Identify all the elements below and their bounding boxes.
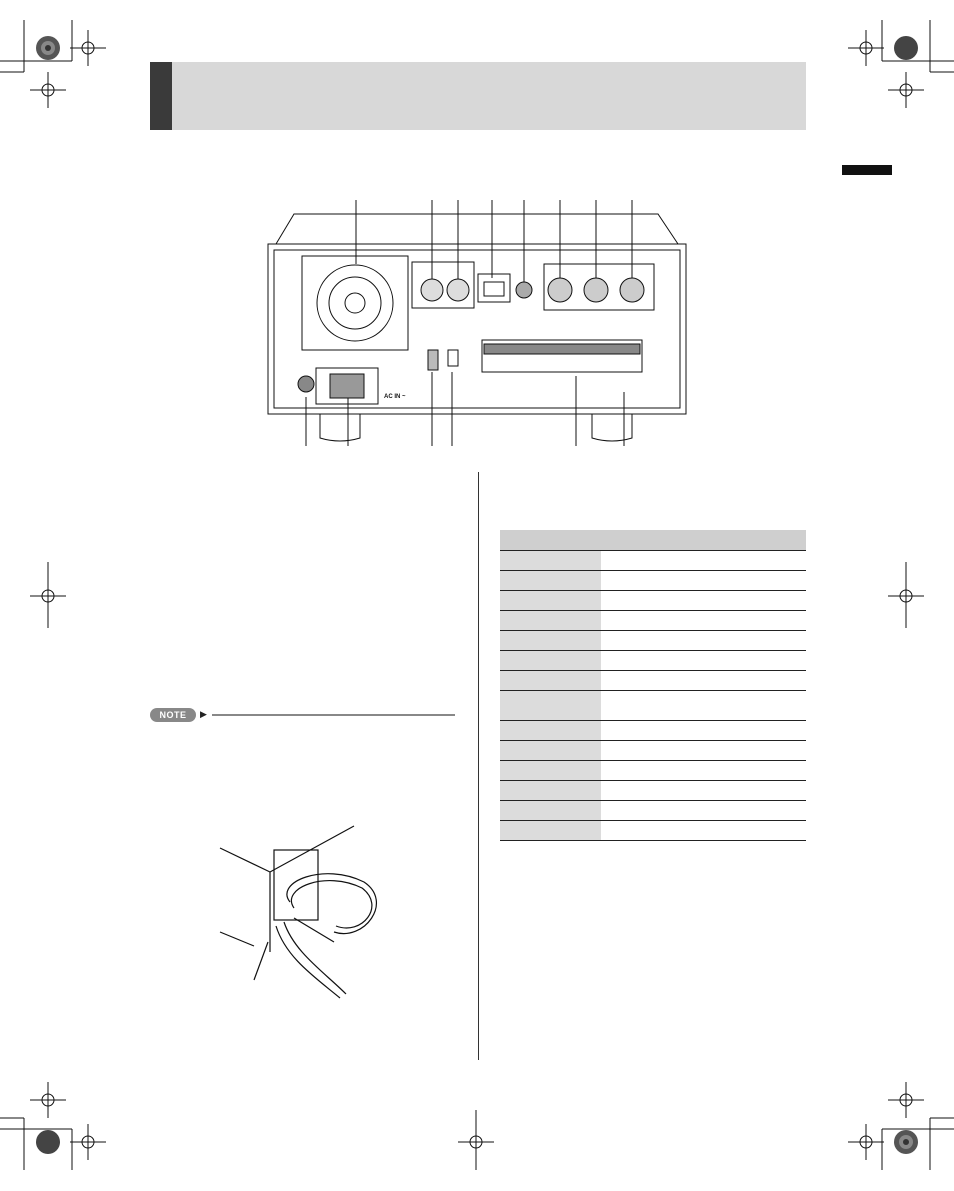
table-row <box>500 650 806 670</box>
table-row <box>500 590 806 610</box>
column-divider <box>478 472 479 1060</box>
table-row <box>500 670 806 690</box>
svg-text:AC IN ~: AC IN ~ <box>384 394 406 400</box>
table-row <box>500 820 806 840</box>
play-arrow-icon: ▶ <box>200 709 207 719</box>
table-row <box>500 760 806 780</box>
table-row <box>500 610 806 630</box>
table-row <box>500 800 806 820</box>
table-header-row <box>500 530 806 550</box>
table-row <box>500 550 806 570</box>
section-header-tab <box>150 62 172 130</box>
table-row <box>500 740 806 760</box>
note-rule <box>212 714 455 716</box>
note-heading <box>150 708 455 722</box>
note-badge: NOTE <box>150 708 196 722</box>
table-row <box>500 690 806 720</box>
power-cord-illustration <box>214 822 394 1004</box>
table-row <box>500 720 806 740</box>
spec-table <box>500 530 806 841</box>
chapter-tab <box>842 165 892 175</box>
table-row <box>500 630 806 650</box>
table-row <box>500 570 806 590</box>
rear-panel-illustration <box>260 192 690 454</box>
table-row <box>500 780 806 800</box>
section-header-bar <box>150 62 806 130</box>
